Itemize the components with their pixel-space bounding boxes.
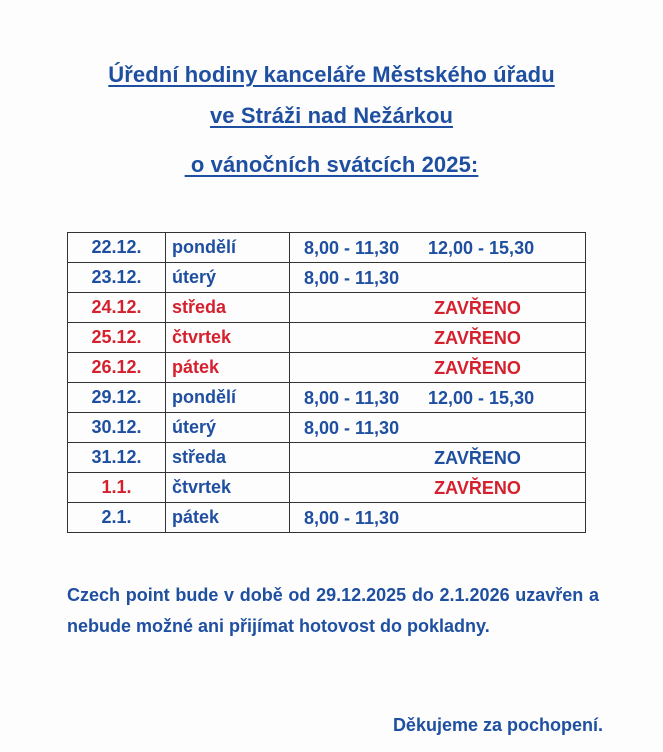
table-row: [68, 323, 586, 353]
table-row: [68, 353, 586, 383]
hours-cell: [290, 473, 586, 503]
hours-cell: [290, 263, 586, 293]
date-cell: 1.1.: [68, 473, 166, 503]
table-row: [68, 443, 586, 473]
table-row: [68, 263, 586, 293]
date-cell: 31.12.: [68, 443, 166, 473]
day-cell: pondělí: [166, 383, 290, 413]
hours-cell: [290, 293, 586, 323]
table-row: [68, 473, 586, 503]
hours-cell: [290, 503, 586, 533]
hours-cell: [290, 323, 586, 353]
day-cell: pondělí: [166, 233, 290, 263]
morning-hours: 8,00 - 11,30: [304, 388, 400, 408]
date-cell: 2.1.: [68, 503, 166, 533]
hours-cell: [290, 233, 586, 263]
table-row: [68, 293, 586, 323]
morning-hours: 8,00 - 11,30: [304, 418, 400, 438]
day-cell: pátek: [166, 503, 290, 533]
morning-hours: 8,00 - 11,30: [304, 268, 400, 288]
table-row: [68, 413, 586, 443]
day-cell: čtvrtek: [166, 323, 290, 353]
day-cell: úterý: [166, 413, 290, 443]
day-cell: úterý: [166, 263, 290, 293]
title-line-1: Úřední hodiny kanceláře Městského úřadu: [108, 62, 555, 87]
morning-hours: 8,00 - 11,30: [304, 238, 400, 258]
morning-hours: 8,00 - 11,30: [304, 508, 400, 528]
hours-cell: [290, 353, 586, 383]
office-hours-table-body: [68, 233, 586, 533]
date-cell: 26.12.: [68, 353, 166, 383]
office-hours-table: [67, 232, 586, 533]
date-cell: 23.12.: [68, 263, 166, 293]
thanks-text: Děkujeme za pochopení.: [392, 715, 603, 735]
date-cell: 22.12.: [68, 233, 166, 263]
date-cell: 30.12.: [68, 413, 166, 443]
hours-cell: [290, 443, 586, 473]
table-row: [68, 383, 586, 413]
table-row: [68, 233, 586, 263]
date-cell: 25.12.: [68, 323, 166, 353]
closed-label: ZAVŘENO: [434, 358, 521, 378]
afternoon-hours: 12,00 - 15,30: [428, 238, 535, 258]
closed-label: ZAVŘENO: [434, 328, 521, 348]
hours-cell: [290, 413, 586, 443]
hours-cell: [290, 383, 586, 413]
day-cell: středa: [166, 443, 290, 473]
day-cell: pátek: [166, 353, 290, 383]
table-row: [68, 503, 586, 533]
closed-label: ZAVŘENO: [434, 448, 521, 468]
title-line-3: o vánočních svátcích 2025:: [184, 152, 479, 177]
title-line-2: ve Stráži nad Nežárkou: [209, 103, 454, 128]
day-cell: čtvrtek: [166, 473, 290, 503]
closed-label: ZAVŘENO: [434, 298, 521, 318]
afternoon-hours: 12,00 - 15,30: [428, 388, 535, 408]
date-cell: 24.12.: [68, 293, 166, 323]
date-cell: 29.12.: [68, 383, 166, 413]
czech-point-note: Czech point bude v době od 29.12.2025 do 2.1.2026 uzavřen a nebude možné ani přijímat hotovost do pokladny.: [67, 585, 599, 636]
day-cell: středa: [166, 293, 290, 323]
closed-label: ZAVŘENO: [434, 478, 521, 498]
